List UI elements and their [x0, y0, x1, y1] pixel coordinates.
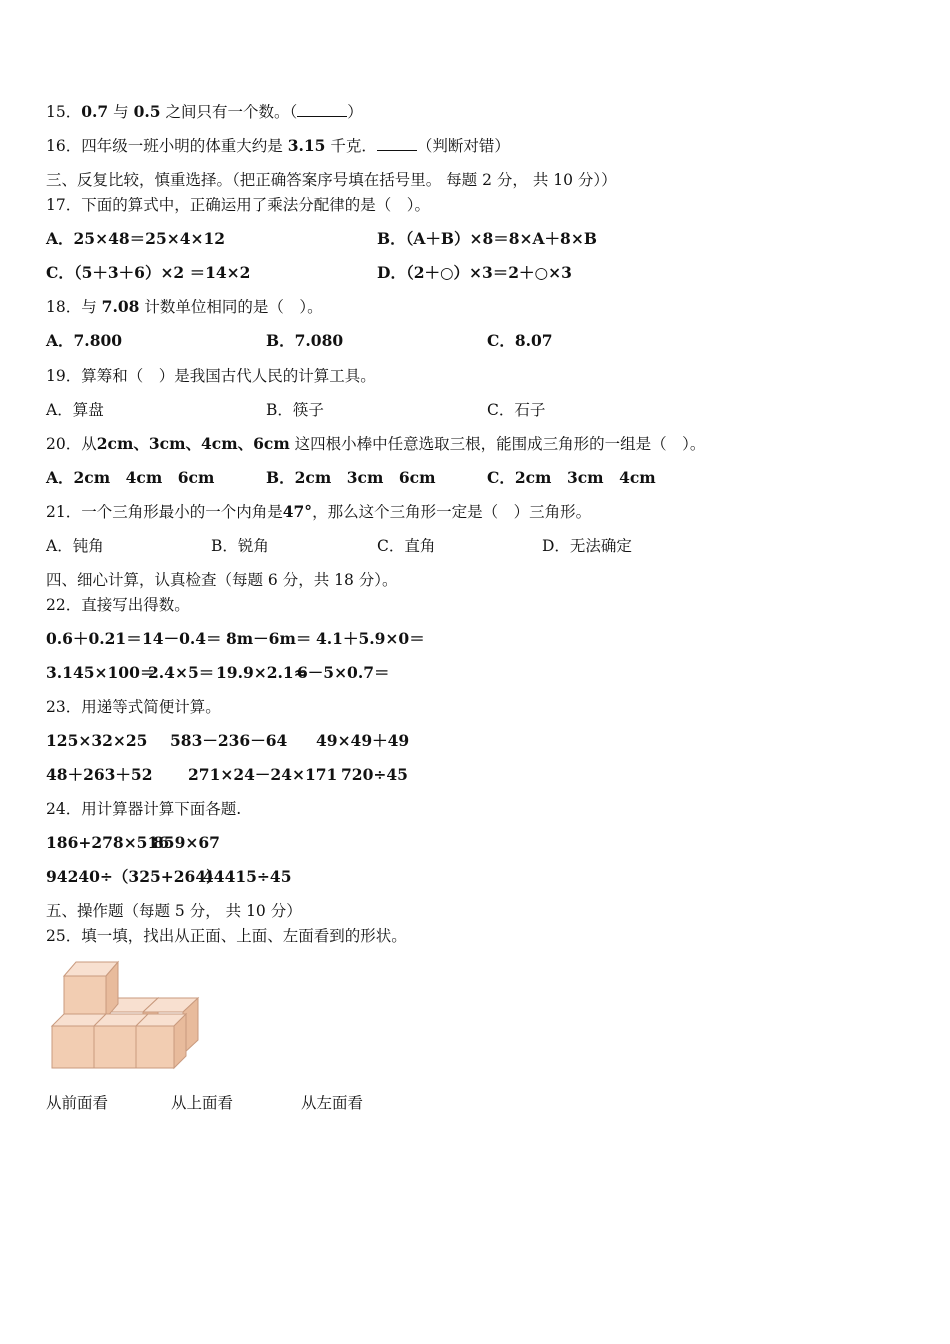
q23-expr: 583－236－64	[170, 731, 288, 750]
q22-expr: 0.6＋0.21＝	[46, 629, 142, 648]
q22-expr: 6－5×0.7＝	[297, 663, 390, 682]
q17-option-b[interactable]: B．（A＋B）×8＝8×A＋8×B	[377, 229, 597, 248]
section-4-title: 四、细心计算，认真检查（每题 6 分，共 18 分）。	[46, 571, 398, 589]
q21-option-c[interactable]: C．直角	[377, 537, 436, 555]
q18-value: 7.08	[101, 297, 140, 316]
question-19-stem: 19．算筹和（ ）是我国古代人民的计算工具。	[46, 367, 376, 385]
q16-value-b: 3.15	[287, 136, 326, 155]
q21-option-d[interactable]: D．无法确定	[542, 537, 632, 555]
question-25-stem: 25．填一填，找出从正面、上面、左面看到的形状。	[46, 927, 407, 945]
q16-text-d: （判断对错）	[416, 137, 510, 155]
q23-expr: 49×49＋49	[316, 731, 410, 750]
front-cube	[136, 1014, 186, 1068]
question-16	[46, 136, 510, 156]
q23-expr: 720÷45	[341, 765, 408, 784]
q15-number: 15．	[46, 103, 82, 121]
q24-expr: 859×67	[153, 833, 220, 852]
view-label-left: 从左面看	[301, 1094, 364, 1112]
q19-option-a[interactable]: A．算盘	[46, 401, 104, 419]
section-5-title: 五、操作题（每题 5 分， 共 10 分）	[46, 902, 302, 920]
q21-text-a: 21．一个三角形最小的一个内角是	[46, 503, 283, 521]
question-17-stem: 17．下面的算式中，正确运用了乘法分配律的是（ ）。	[46, 196, 430, 214]
q18-option-b[interactable]: B．7.080	[266, 331, 344, 350]
q17-option-a[interactable]: A．25×48＝25×4×12	[46, 229, 226, 248]
question-20-stem	[46, 434, 705, 454]
q18-option-a[interactable]: A．7.800	[46, 331, 123, 350]
q15-text-d: 之间只有一个数。（	[165, 103, 298, 121]
q20-text-c: 这四根小棒中任意选取三根，能围成三角形的一组是（ ）。	[294, 435, 706, 453]
section-3-title: 三、反复比较，慎重选择。（把正确答案序号填在括号里。 每题 2 分， 共 10 分））	[46, 171, 617, 189]
q15-value-a: 0.7	[81, 102, 109, 121]
q24-expr: 186+278×516	[46, 833, 170, 852]
question-18-stem	[46, 297, 323, 317]
q16-text-a: 四年级一班小明的体重大约是	[81, 137, 283, 155]
question-22-stem: 22．直接写出得数。	[46, 596, 190, 614]
q16-number: 16．	[46, 137, 82, 155]
q21-value: 47°	[282, 502, 313, 521]
q22-expr: 8m－6m＝	[226, 629, 312, 648]
answer-blank[interactable]	[377, 136, 417, 151]
q23-expr: 125×32×25	[46, 731, 148, 750]
answer-blank[interactable]	[297, 102, 347, 117]
q18-option-c[interactable]: C．8.07	[487, 331, 553, 350]
q20-option-b[interactable]: B．2cm 3cm 6cm	[266, 468, 436, 487]
q23-expr: 271×24－24×171	[188, 765, 338, 784]
view-label-top: 从上面看	[171, 1094, 234, 1112]
q20-values: 2cm、3cm、4cm、6cm	[96, 434, 290, 453]
question-24-stem: 24．用计算器计算下面各题.	[46, 800, 242, 818]
q23-expr: 48＋263＋52	[46, 765, 153, 784]
q15-text-e: ）	[347, 103, 363, 121]
q24-expr: 44415÷45	[203, 867, 292, 886]
q18-text-c: 计数单位相同的是（ ）。	[144, 298, 323, 316]
q15-value-c: 0.5	[133, 102, 161, 121]
q20-option-a[interactable]: A．2cm 4cm 6cm	[46, 468, 215, 487]
q24-expr: 94240÷（325+264）	[46, 867, 222, 886]
q16-text-c: 千克．	[330, 137, 377, 155]
cube-stack-figure	[48, 960, 208, 1072]
q15-text-b: 与	[113, 103, 129, 121]
q22-expr: 4.1＋5.9×0＝	[316, 629, 425, 648]
q22-expr: 14－0.4＝	[142, 629, 222, 648]
question-23-stem: 23．用递等式简便计算。	[46, 698, 221, 716]
question-15	[46, 102, 363, 122]
q17-option-c[interactable]: C．（5＋3＋6）×2 ＝14×2	[46, 263, 251, 282]
q21-text-c: ，那么这个三角形一定是（ ）三角形。	[312, 503, 592, 521]
q22-expr: 2.4×5＝	[148, 663, 215, 682]
question-21-stem	[46, 502, 591, 522]
q22-expr: 19.9×2.1≈	[216, 663, 307, 682]
q18-text-a: 18．与	[46, 298, 97, 316]
q21-option-b[interactable]: B．锐角	[211, 537, 269, 555]
top-cube	[64, 962, 118, 1018]
q21-option-a[interactable]: A．钝角	[46, 537, 104, 555]
view-label-front: 从前面看	[46, 1094, 109, 1112]
q17-option-d[interactable]: D．（2＋○）×3＝2＋○×3	[377, 263, 572, 282]
q19-option-b[interactable]: B．筷子	[266, 401, 324, 419]
q20-option-c[interactable]: C．2cm 3cm 4cm	[487, 468, 656, 487]
q19-option-c[interactable]: C．石子	[487, 401, 546, 419]
q22-expr: 3.145×100＝	[46, 663, 156, 682]
q20-text-a: 20．从	[46, 435, 97, 453]
